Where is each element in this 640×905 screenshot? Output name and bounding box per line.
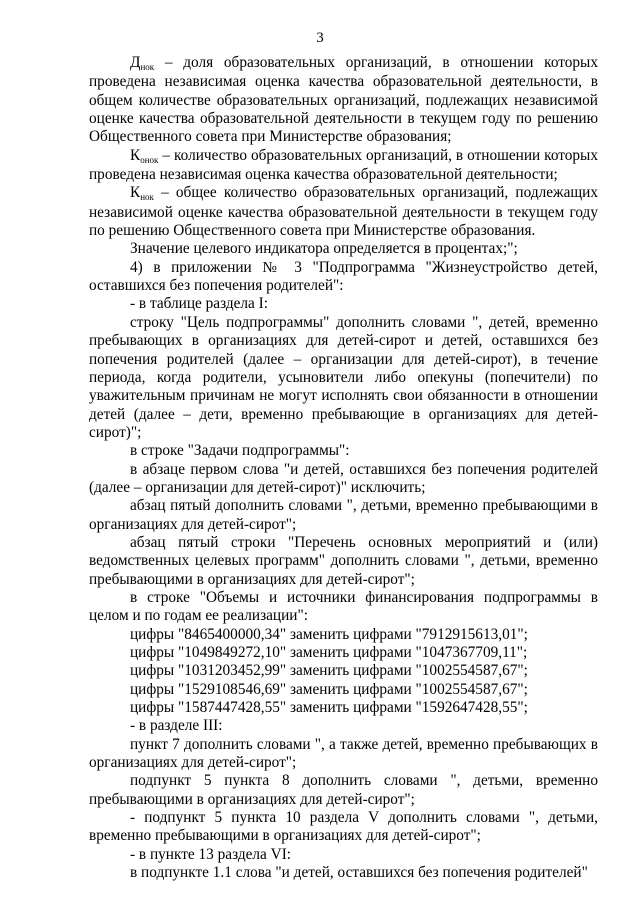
paragraph: в строке "Объемы и источники финансирования подпрограммы в целом и по годам ее реализации": xyxy=(89,588,598,625)
symbol-d: Д xyxy=(130,54,141,71)
paragraph: цифры "1529108546,69" заменить цифрами "1002554587,67"; xyxy=(130,680,528,698)
paragraph: - подпункт 5 пункта 10 раздела V дополнить словами ", детьми, временно пребывающими в организациях для детей-сирот"; xyxy=(89,809,598,845)
definition-text: – общее количество образовательных организаций, подлежащих независимой оценке качества образовательной деятельности в текущем году по решению Общественного совета при Министерстве образования. xyxy=(89,184,598,240)
definition-text: – доля образовательных организаций, в отношении которых проведена независимая оценка качества образовательной деятельности, в общем количестве образовательных организаций, подлежащих независимой оценке качества образовательной деятельности в текущем году по решению Общественного совета при Министерстве образования; xyxy=(89,54,598,146)
paragraph: в подпункте 1.1 слова "и детей, оставшихся без попечения родителей" xyxy=(130,864,588,882)
paragraph: абзац пятый дополнить словами ", детьми, временно пребывающими в организациях для детей-сирот"; xyxy=(89,497,598,533)
paragraph: строку "Цель подпрограммы" дополнить словами ", детей, временно пребывающих в организациях для детей-сирот и детей, оставшихся без попечения родителей (далее – организации для детей-сирот), в течение периода, когда родители, усыновители либо опекуны (попечители) по уважительным причинам не могут исполнять свои обязанности в отношении детей (далее – дети, временно пребывающие в организациях для детей-сирот)"; xyxy=(89,313,598,441)
subscript-nok: нок xyxy=(140,62,155,72)
paragraph: 4) в приложении № 3 "Подпрограмма "Жизнеустройство детей, оставшихся без попечения родителей": xyxy=(89,258,598,295)
symbol-k: К xyxy=(130,184,141,202)
paragraph: в строке "Задачи подпрограммы": xyxy=(130,442,350,460)
symbol-k: К xyxy=(130,146,141,164)
paragraph: - в пункте 13 раздела VI: xyxy=(130,845,292,863)
page-number: 3 xyxy=(316,30,324,46)
definition-text: – количество образовательных организаций, в отношении которых проведена независимая оценка качества образовательной деятельности; xyxy=(89,146,598,184)
paragraph: Значение целевого индикатора определяется в процентах;"; xyxy=(130,240,518,258)
paragraph: в абзаце первом слова "и детей, оставшихся без попечения родителей (далее – организации для детей-сирот)" исключить; xyxy=(89,460,598,496)
paragraph: подпункт 5 пункта 8 дополнить словами ", детьми, временно пребывающими в организациях для детей-сирот"; xyxy=(89,772,598,808)
paragraph: цифры "1587447428,55" заменить цифрами "1592647428,55"; xyxy=(130,699,528,717)
paragraph-formula-k-nok xyxy=(89,184,598,240)
paragraph: - в таблице раздела I: xyxy=(130,295,269,313)
document-body xyxy=(89,54,598,882)
paragraph: абзац пятый строки "Перечень основных мероприятий и (или) ведомственных целевых программ" дополнить словами ", детьми, временно пребывающими в организациях для детей-сирот"; xyxy=(89,533,598,588)
paragraph: цифры "1049849272,10" заменить цифрами "1047367709,11"; xyxy=(130,644,528,661)
paragraph: цифры "1031203452,99" заменить цифрами "1002554587,67"; xyxy=(130,662,528,680)
subscript-nok: нок xyxy=(140,192,154,203)
paragraph: цифры "8465400000,34" заменить цифрами "7912915613,01"; xyxy=(130,625,528,643)
paragraph: - в разделе III: xyxy=(130,717,223,735)
paragraph: пункт 7 дополнить словами ", а также детей, временно пребывающих в организациях для детей-сирот"; xyxy=(89,735,598,772)
subscript-onok: онок xyxy=(140,154,159,165)
paragraph-formula-k-onok xyxy=(89,147,598,185)
paragraph-formula-d-nok xyxy=(89,54,598,147)
